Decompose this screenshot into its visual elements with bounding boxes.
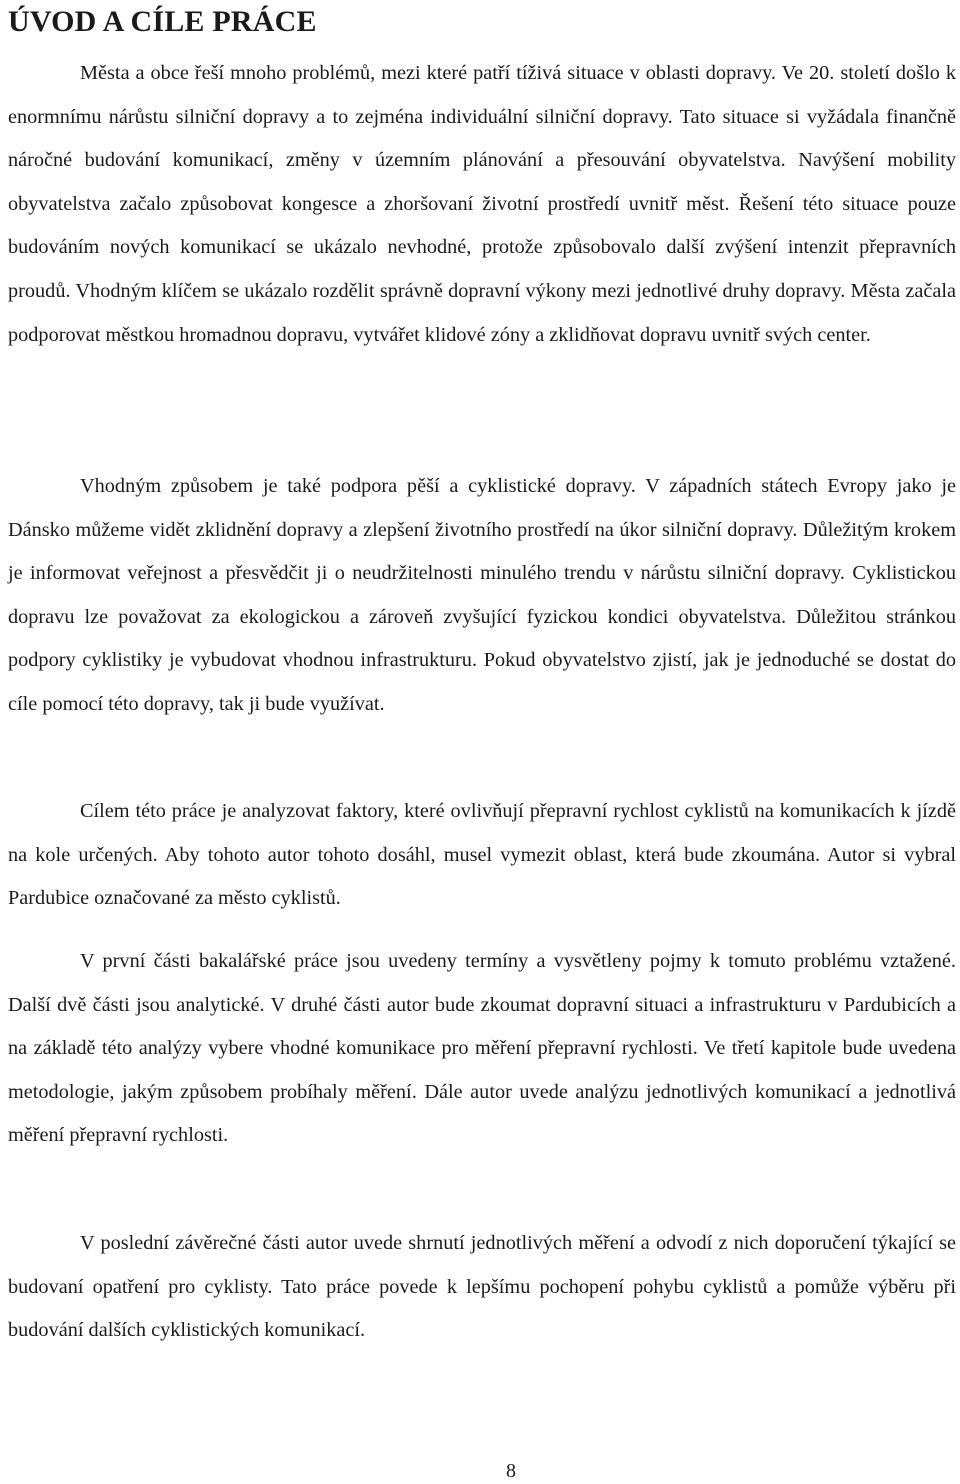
paragraph-1: Města a obce řeší mnoho problémů, mezi které patří tíživá situace v oblasti dopravy. Ve 20. století došlo k enormnímu nárůstu silniční dopravy a to zejména individuální silniční dopravy. Tato situace si vyžádala finančně náročné budování komunikací, změny v územním plánování a přesouvání obyvatelstva. Navýšení mobility obyvatelstva začalo způsobovat kongesce a zhoršovaní životní prostředí uvnitř měst. Řešení této situace pouze budováním nových komunikací se ukázalo nevhodné, protože způsobovalo další zvýšení intenzit přepravních proudů. Vhodným klíčem se ukázalo rozdělit správně dopravní výkony mezi jednotlivé druhy dopravy. Města začala podporovat městkou hromadnou dopravu, vytvářet klidové zóny a zklidňovat dopravu uvnitř svých center. xyxy=(8,62,956,346)
paragraph-4: V první části bakalářské práce jsou uvedeny termíny a vysvětleny pojmy k tomuto problému vztažené. Další dvě části jsou analytické. V druhé části autor bude zkoumat dopravní situaci a infrastrukturu v Pardubicích a na základě této analýzy vybere vhodné komunikace pro měření přepravní rychlosti. Ve třetí kapitole bude uvedena metodologie, jakým způsobem probíhaly měření. Dále autor uvede analýzu jednotlivých komunikací a jednotlivá měření přepravní rychlosti. xyxy=(8,950,956,1147)
section-heading: ÚVOD A CÍLE PRÁCE xyxy=(8,5,317,38)
paragraph-3: Cílem této práce je analyzovat faktory, které ovlivňují přepravní rychlost cyklistů na komunikacích k jízdě na kole určených. Aby tohoto autor tohoto dosáhl, musel vymezit oblast, která bude zkoumána. Autor si vybral Pardubice označované za město cyklistů. xyxy=(8,800,956,910)
page-number: 8 xyxy=(506,1460,516,1482)
paragraph-5: V poslední závěrečné části autor uvede shrnutí jednotlivých měření a odvodí z nich doporučení týkající se budovaní opatření pro cyklisty. Tato práce povede k lepšímu pochopení pohybu cyklistů a pomůže výběru při budování dalších cyklistických komunikací. xyxy=(8,1232,956,1342)
paragraph-2: Vhodným způsobem je také podpora pěší a cyklistické dopravy. V západních státech Evropy jako je Dánsko můžeme vidět zklidnění dopravy a zlepšení životního prostředí na úkor silniční dopravy. Důležitým krokem je informovat veřejnost a přesvědčit ji o neudržitelnosti minulého trendu v nárůstu silniční dopravy. Cyklistickou dopravu lze považovat za ekologickou a zároveň zvyšující fyzickou kondici obyvatelstva. Důležitou stránkou podpory cyklistiky je vybudovat vhodnou infrastrukturu. Pokud obyvatelstvo zjistí, jak je jednoduché se dostat do cíle pomocí této dopravy, tak ji bude využívat. xyxy=(8,475,956,715)
